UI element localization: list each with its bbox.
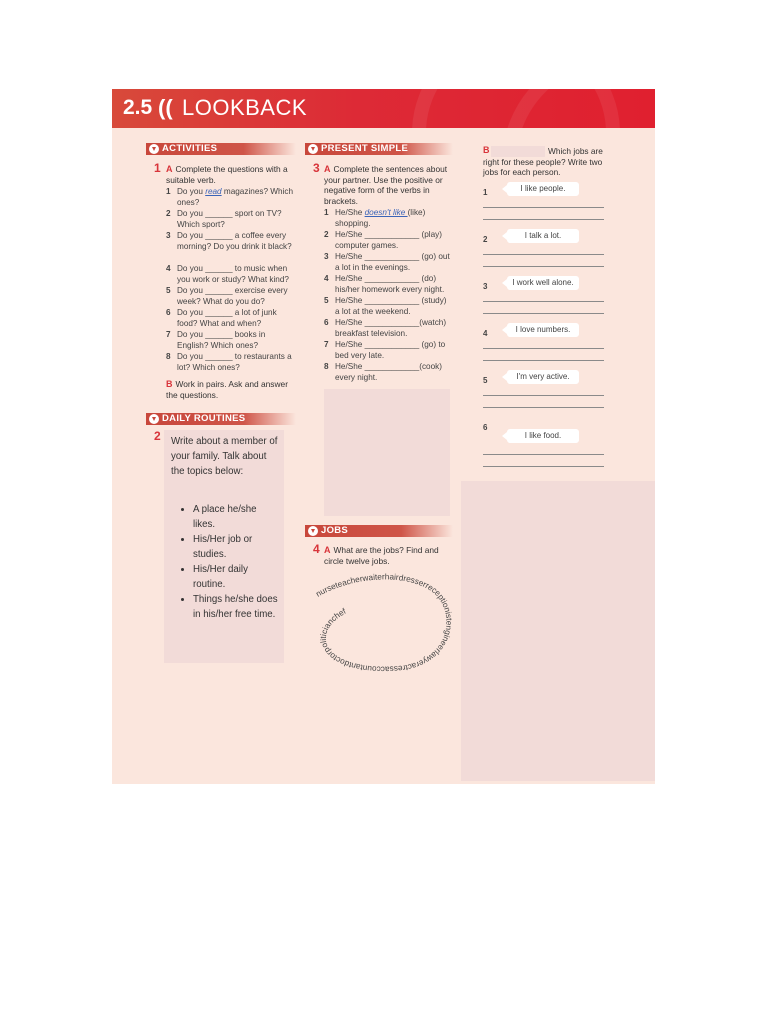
exercise-instruction: Which jobs are right for these people? Write two jobs for each person. [483, 146, 603, 177]
list-item: 6 He/She ____________(watch) breakfast television. [324, 318, 447, 338]
speech-bubble: I talk a lot. [507, 229, 579, 243]
header-decoration [502, 89, 655, 128]
exercise-letter: B [483, 145, 490, 155]
list-item: 3 Do you ______ a coffee every morning? Do you drink it black? [166, 231, 292, 251]
list-item: 5 He/She ____________ (study) a lot at the weekend. [324, 296, 447, 316]
person-number: 4 [483, 329, 488, 338]
list-item: • His/Her daily routine. [193, 562, 279, 592]
lesson-title: LOOKBACK [182, 95, 308, 120]
lookback-mark: (( [158, 95, 173, 120]
list-item: 1 He/She doesn't like (like) shopping. [324, 208, 426, 228]
answer-line [483, 219, 604, 220]
list-item: 6 Do you ______ a lot of junk food? What and when? [166, 308, 277, 328]
list-item: 7 Do you ______ books in English? Which ones? [166, 330, 266, 350]
spiral-letters: nurseteacherwaiterhairdresserreceptionistengineerlawyeractressaccountantdoctorpoliticianchef [314, 572, 454, 674]
person-number: 1 [483, 188, 488, 197]
speech-bubble: I work well alone. [507, 276, 579, 290]
list-item: 3 He/She ____________ (go) out a lot in the evenings. [324, 252, 450, 272]
person-number: 6 [483, 423, 488, 432]
person-number: 3 [483, 282, 488, 291]
blank-panel [461, 481, 655, 781]
section-heading-activities: ACTIVITIES [146, 143, 296, 155]
list-item: • Things he/she does in his/her free time. [193, 592, 279, 622]
list-item: 5 Do you ______ exercise every week? What do you do? [166, 286, 288, 306]
list-item: 1 Do you read magazines? Which ones? [166, 187, 294, 207]
chevron-down-icon [308, 144, 318, 154]
answer-line [483, 301, 604, 302]
answer-line [483, 466, 604, 467]
exercise-number: 3 [313, 161, 320, 175]
exercise-instruction: B Work in pairs. Ask and answer the questions. [166, 379, 288, 400]
section-heading-daily-routines: DAILY ROUTINES [146, 413, 296, 425]
speech-bubble: I love numbers. [507, 323, 579, 337]
exercise-number: 1 [154, 161, 161, 175]
list-item: 7 He/She ____________ (go) to bed very late. [324, 340, 446, 360]
list-item: 2 Do you ______ sport on TV? Which sport? [166, 209, 282, 229]
answer-line [483, 348, 604, 349]
exercise-instruction: A What are the jobs? Find and circle twelve jobs. [324, 545, 439, 566]
blank-panel [324, 389, 450, 516]
writing-prompt-box [164, 430, 284, 663]
lesson-number: 2.5 [123, 96, 153, 119]
answer-line [483, 360, 604, 361]
chevron-down-icon [149, 144, 159, 154]
chevron-down-icon [308, 526, 318, 536]
person-number: 5 [483, 376, 488, 385]
list-item: 8 He/She ____________(cook) every night. [324, 362, 442, 382]
list-item: • A place he/she likes. [193, 502, 279, 532]
section-heading-jobs: JOBS [305, 525, 453, 537]
list-item: 4 He/She ____________ (do) his/her homework every night. [324, 274, 445, 294]
exercise-instruction: A Complete the sentences about your partner. Use the positive or negative form of the verbs in brackets. [324, 164, 448, 206]
speech-bubble: I'm very active. [507, 370, 579, 384]
speech-bubble: I like people. [507, 182, 579, 196]
answer-line [483, 407, 604, 408]
sample-answer: doesn't like [364, 208, 408, 217]
word-spiral [310, 565, 460, 675]
exercise-number: 4 [313, 542, 320, 556]
section-heading-present-simple: PRESENT SIMPLE [305, 143, 453, 155]
answer-line [483, 207, 604, 208]
speech-bubble: I like food. [507, 429, 579, 443]
answer-line [483, 454, 604, 455]
exercise-number: 2 [154, 429, 161, 443]
answer-line [483, 254, 604, 255]
list-item: 4 Do you ______ to music when you work or study? What kind? [166, 264, 289, 284]
chevron-down-icon [149, 414, 159, 424]
topic-list [171, 502, 279, 622]
answer-line [483, 266, 604, 267]
writing-prompt: Write about a member of your family. Talk about the topics below: [171, 436, 278, 477]
list-item: 8 Do you ______ to restaurants a lot? Which ones? [166, 352, 292, 372]
lesson-header [112, 89, 655, 128]
person-number: 2 [483, 235, 488, 244]
list-item: 2 He/She ____________ (play) computer games. [324, 230, 442, 250]
answer-line [483, 395, 604, 396]
sample-answer: read [205, 187, 222, 196]
answer-line [483, 313, 604, 314]
exercise-instruction: A Complete the questions with a suitable verb. [166, 164, 288, 185]
list-item: • His/Her job or studies. [193, 532, 279, 562]
